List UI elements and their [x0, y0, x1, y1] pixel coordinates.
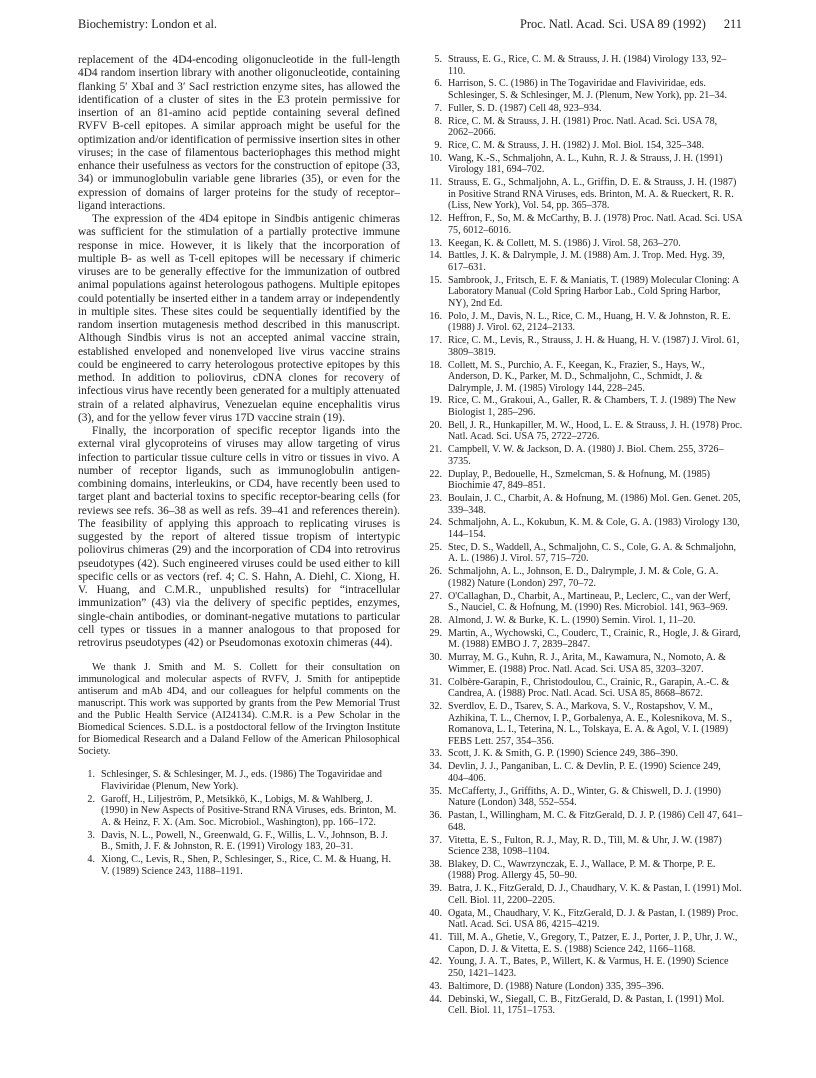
reference-text: Young, J. A. T., Bates, P., Willert, K. & Varmus, H. E. (1990) Science 250, 1421–1423. — [448, 956, 729, 979]
reference-number: 33. — [429, 748, 442, 760]
reference-item — [425, 701, 743, 747]
reference-item — [425, 311, 743, 334]
reference-number: 15. — [429, 274, 442, 286]
reference-number: 13. — [429, 237, 442, 249]
reference-text: Sambrook, J., Fritsch, E. F. & Maniatis, T. (1989) Molecular Cloning: A Laboratory Manual (Cold Spring Harbor Lab., Cold Spring Harbor, NY), 2nd Ed. — [448, 274, 739, 309]
reference-text: Scott, J. K. & Smith, G. P. (1990) Science 249, 386–390. — [448, 748, 678, 760]
reference-text: Debinski, W., Siegall, C. B., FitzGerald, D. & Pastan, I. (1991) Mol. Cell. Biol. 11, 1751–1753. — [448, 993, 725, 1017]
reference-number: 27. — [429, 590, 442, 602]
reference-item — [425, 652, 743, 675]
reference-number: 18. — [429, 359, 442, 371]
page-number: 211 — [723, 17, 742, 31]
reference-text: Rice, C. M. & Strauss, J. H. (1981) Proc. Natl. Acad. Sci. USA 78, 2062–2066. — [448, 115, 718, 139]
reference-text: Rice, C. M. & Strauss, J. H. (1982) J. Mol. Biol. 154, 325–348. — [448, 140, 704, 152]
reference-item — [425, 591, 743, 614]
reference-item — [425, 103, 743, 115]
reference-text: Devlin, J. J., Panganiban, L. C. & Devlin, P. E. (1990) Science 249, 404–406. — [448, 761, 721, 784]
reference-text: Davis, N. L., Powell, N., Greenwald, G. F., Willis, L. V., Johnson, B. J. B., Smith, J. F. & Johnston, R. E. (1991) Virology 183, 20–31. — [101, 829, 388, 853]
reference-item — [425, 542, 743, 565]
reference-item — [425, 360, 743, 395]
reference-item — [78, 794, 400, 829]
reference-list — [425, 54, 743, 1017]
reference-item — [425, 981, 743, 993]
reference-text: McCafferty, J., Griffiths, A. D., Winter, G. & Chiswell, D. J. (1990) Nature (London) 348, 552–554. — [448, 785, 722, 809]
reference-text: Wang, K.-S., Schmaljohn, A. L., Kuhn, R. J. & Strauss, J. H. (1991) Virology 181, 694–702. — [448, 152, 723, 176]
reference-number: 39. — [429, 883, 442, 895]
reference-text: Rice, C. M., Levis, R., Strauss, J. H. & Huang, H. V. (1987) J. Virol. 61, 3809–3819. — [448, 335, 740, 358]
reference-number: 10. — [429, 152, 442, 164]
reference-item — [425, 761, 743, 784]
reference-text: Martin, A., Wychowski, C., Couderc, T., Crainic, R., Hogle, J. & Girard, M. (1988) EMBO J. 7, 2839–2847. — [448, 627, 741, 651]
reference-item — [425, 54, 743, 77]
reference-number: 36. — [429, 810, 442, 822]
reference-text: Vitetta, E. S., Fulton, R. J., May, R. D., Till, M. & Uhr, J. W. (1987) Science 238, 1098–1104. — [448, 834, 722, 858]
reference-number: 12. — [429, 213, 442, 225]
reference-item — [425, 335, 743, 358]
reference-item — [425, 677, 743, 700]
reference-number: 28. — [429, 614, 442, 626]
reference-text: Rice, C. M., Grakoui, A., Galler, R. & Chambers, T. J. (1989) The New Biologist 1, 285–296. — [448, 395, 737, 419]
reference-text: Heffron, F., So, M. & McCarthy, B. J. (1978) Proc. Natl. Acad. Sci. USA 75, 6012–6016. — [448, 213, 743, 236]
reference-list — [78, 769, 400, 877]
reference-number: 6. — [434, 78, 442, 90]
reference-item — [425, 493, 743, 516]
reference-text: Polo, J. M., Davis, N. L., Rice, C. M., Huang, H. V. & Johnston, R. E. (1988) J. Virol. 62, 2124–2133. — [448, 310, 731, 334]
reference-text: Campbell, V. W. & Jackson, D. A. (1980) J. Biol. Chem. 255, 3726–3735. — [448, 444, 724, 467]
reference-number: 31. — [429, 676, 442, 688]
reference-number: 23. — [429, 493, 442, 505]
reference-number: 5. — [434, 54, 442, 65]
reference-number: 3. — [87, 829, 95, 841]
reference-item — [425, 177, 743, 212]
reference-number: 38. — [429, 858, 442, 870]
reference-item — [425, 835, 743, 858]
reference-item — [78, 769, 400, 792]
body-paragraph: The expression of the 4D4 epitope in Sindbis antigenic chimeras was sufficient for the stimulation of a partially protective immune response in mice. However, it is likely that the incorporation of multiple B- as well as T-cell epitopes will be necessary if chimeric viruses are to be generally effective for the immunization of outbred animal populations against heterologous pathogens. Multiple epitopes could potentially be inserted either in a tandem array or independently in multiple sites. These sites could be sequentially identified by the random insertion mutagenesis method described in this manuscript. Although Sindbis virus is not an accepted animal vaccine strain, established enveloped and nonenveloped live virus vaccine strains could be engineered to carry heterologous protective epitopes by this method. In addition to poliovirus, cDNA clones for recovery of infectious virus have recently been generated for a multiply attenuated strain of a related alphavirus, Venezuelan equine encephalitis virus (3), and for the yellow fever virus 17D vaccine strain (19). — [78, 213, 400, 424]
reference-item — [425, 469, 743, 492]
reference-number: 1. — [87, 769, 95, 781]
reference-item — [425, 78, 743, 101]
reference-number: 25. — [429, 541, 442, 553]
reference-text: Battles, J. K. & Dalrymple, J. M. (1988) Am. J. Trop. Med. Hyg. 39, 617–631. — [448, 250, 725, 273]
running-header — [78, 17, 742, 35]
reference-item — [425, 786, 743, 809]
body-paragraph: Finally, the incorporation of specific receptor ligands into the external viral glycoproteins of viruses may allow targeting of virus infection to particular tissue culture cells in vitro or tissues in vivo. A number of receptor ligands, such as immunoglobulin antigen-combining domains, interleukins, or CD4, have recently been used to target plant and bacterial toxins to specific receptor-bearing cells (for reviews see refs. 36–38 as well as refs. 39–41 and references therein). The feasibility of applying this approach to replicating viruses is suggested by the report of altered tissue tropism of intertypic poliovirus chimeras (29) and the incorporation of CD4 into retrovirus pseudotypes (42). Such engineered viruses could be used either to kill specific cells or as vectors (ref. 4; C. S. Hahn, A. Diehl, C. Xiong, H. V. Huang, and C.M.R., unpublished results) for “intracellular immunization” (43) via the delivery of specific peptides, enzymes, single-chain antibodies, or dominant-negative mutations to particular cell types or tissues in a manner analogous to that proposed for retrovirus pseudotypes (42) or Pseudomonas exotoxin chimeras (44). — [78, 425, 400, 649]
reference-number: 42. — [429, 956, 442, 968]
reference-text: O'Callaghan, D., Charbit, A., Martineau, P., Leclerc, C., van der Werf, S., Nauciel, C. & Hofnung, M. (1990) Res. Microbiol. 141, 963–969. — [448, 590, 731, 614]
reference-text: Harrison, S. C. (1986) in The Togaviridae and Flaviviridae, eds. Schlesinger, S. & Schlesinger, M. J. (Plenum, New York), pp. 21–34. — [448, 78, 728, 101]
reference-number: 44. — [429, 993, 442, 1005]
header-right — [520, 17, 742, 32]
left-column — [78, 54, 400, 878]
reference-item — [425, 748, 743, 760]
reference-number: 32. — [429, 701, 442, 712]
reference-item — [425, 116, 743, 139]
reference-item — [425, 615, 743, 627]
reference-item — [425, 395, 743, 418]
reference-number: 26. — [429, 566, 442, 578]
reference-text: Pastan, I., Willingham, M. C. & FitzGerald, D. J. P. (1986) Cell 47, 641–648. — [448, 810, 743, 833]
reference-item — [425, 140, 743, 152]
reference-number: 8. — [434, 115, 442, 127]
reference-text: Batra, J. K., FitzGerald, D. J., Chaudhary, V. K. & Pastan, I. (1991) Mol. Cell. Biol. 11, 2200–2205. — [448, 883, 742, 906]
reference-item — [425, 213, 743, 236]
reference-text: Schmaljohn, A. L., Johnson, E. D., Dalrymple, J. M. & Cole, G. A. (1982) Nature (London) 297, 70–72. — [448, 566, 719, 589]
reference-number: 24. — [429, 517, 442, 529]
reference-item — [425, 444, 743, 467]
reference-item — [425, 883, 743, 906]
reference-number: 4. — [87, 853, 95, 865]
header-author: Biochemistry: London et al. — [78, 17, 218, 31]
reference-text: Strauss, E. G., Schmaljohn, A. L., Griffin, D. E. & Strauss, J. H. (1987) in Positive Strand RNA Viruses, eds. Brinton, M. A. & Rueckert, R. R. (Liss, New York), Vol. 54, pp. 365–378. — [448, 177, 737, 212]
reference-number: 7. — [434, 102, 442, 114]
reference-item — [425, 908, 743, 931]
reference-number: 34. — [429, 761, 442, 773]
reference-text: Blakey, D. C., Wawrzynczak, E. J., Wallace, P. M. & Thorpe, P. E. (1988) Prog. Allergy 45, 50–90. — [448, 858, 716, 882]
reference-text: Ogata, M., Chaudhary, V. K., FitzGerald, D. J. & Pastan, I. (1989) Proc. Natl. Acad. Sci. USA 86, 4215–4219. — [448, 907, 739, 931]
reference-text: Stec, D. S., Waddell, A., Schmaljohn, C. S., Cole, G. A. & Schmaljohn, A. L. (1986) J. Virol. 57, 715–720. — [448, 541, 737, 565]
reference-number: 43. — [429, 980, 442, 992]
reference-text: Schmaljohn, A. L., Kokubun, K. M. & Cole, G. A. (1983) Virology 130, 144–154. — [448, 517, 740, 540]
reference-number: 19. — [429, 395, 442, 407]
reference-text: Collett, M. S., Purchio, A. F., Keegan, K., Frazier, S., Hays, W., Anderson, D. K., Parker, M. D., Schmaljohn, C., Schmidt, J. & Dalrymple, J. M. (1985) Virology 144, 228–245. — [448, 359, 705, 394]
reference-number: 9. — [434, 140, 442, 152]
reference-number: 30. — [429, 652, 442, 664]
reference-text: Till, M. A., Ghetie, V., Gregory, T., Patzer, E. J., Porter, J. P., Uhr, J. W., Capon, D. J. & Vitetta, E. S. (1988) Science 242, 1166–1168. — [448, 932, 738, 955]
reference-item — [425, 810, 743, 833]
acknowledgment: We thank J. Smith and M. S. Collett for their consultation on immunological and molecular aspects of RVFV, J. Smith for antipeptide antiserum and mAb 4D4, and our colleagues for helpful comments on the manuscript. This work was supported by grants from the Pew Memorial Trust and the Public Health Service (AI24134). C.M.R. is a Pew Scholar in the Biomedical Sciences. S.D.L. is a postdoctoral fellow of the Irvington Institute for Biomedical Research and a Daland Fellow of the American Philosophical Society. — [78, 662, 400, 758]
reference-number: 16. — [429, 310, 442, 322]
reference-text: Almond, J. W. & Burke, K. L. (1990) Semin. Virol. 1, 11–20. — [448, 614, 696, 626]
reference-item — [425, 250, 743, 273]
reference-item — [425, 275, 743, 310]
reference-item — [425, 994, 743, 1017]
reference-text: Duplay, P., Bedouelle, H., Szmelcman, S. & Hofnung, M. (1985) Biochimie 47, 849–851. — [448, 468, 711, 492]
reference-text: Colbère-Garapin, F., Christodoulou, C., Crainic, R., Garapin, A.-C. & Candrea, A. (1988) Proc. Natl. Acad. Sci. USA 85, 8668–8672. — [448, 676, 730, 700]
body-paragraph: replacement of the 4D4-encoding oligonucleotide in the full-length 4D4 random insertion library with another oligonucleotide, containing flanking 5′ XbaI and 3′ SacI restriction enzyme sites, has allowed the identification of a cluster of sites in the E3 protein permissive for insertion of an 81-amino acid peptide containing several defined RVFV B-cell epitopes. A similar approach might be useful for the optimization and/or identification of permissive insertion sites in other viruses; in the case of filamentous bacteriophages this method might enhance their usefulness as vectors for the construction of epitope (33, 34) or immunoglobulin variable gene libraries (35), or even for the expression of domains of larger proteins for the study of receptor–ligand interactions. — [78, 54, 400, 212]
reference-number: 22. — [429, 468, 442, 480]
reference-text: Keegan, K. & Collett, M. S. (1986) J. Virol. 58, 263–270. — [448, 237, 681, 249]
reference-item — [425, 566, 743, 589]
reference-text: Murray, M. G., Kuhn, R. J., Arita, M., Kawamura, N., Nomoto, A. & Wimmer, E. (1988) Proc. Natl. Acad. Sci. USA 85, 3203–3207. — [448, 652, 727, 675]
reference-text: Sverdlov, E. D., Tsarev, S. A., Markova, S. V., Rostapshov, V. M., Azhikina, T. L., Chernov, I. P., Gorbalenya, A. E., Kolesnikova, M. S., Romanova, L. I., Teterina, N. L., Tolskaya, E. A. & Agol, V. I. (1989) FEBS Lett. 257, 354–356. — [448, 701, 733, 747]
reference-text: Xiong, C., Levis, R., Shen, P., Schlesinger, S., Rice, C. M. & Huang, H. V. (1989) Science 243, 1188–1191. — [101, 853, 392, 877]
reference-number: 20. — [429, 419, 442, 431]
reference-number: 14. — [429, 250, 442, 262]
reference-number: 35. — [429, 785, 442, 797]
reference-item — [425, 517, 743, 540]
reference-item — [425, 238, 743, 250]
right-column — [425, 54, 743, 1018]
reference-item — [78, 830, 400, 853]
reference-number: 2. — [87, 793, 95, 805]
reference-text: Baltimore, D. (1988) Nature (London) 335, 395–396. — [448, 980, 664, 992]
reference-item — [425, 153, 743, 176]
reference-item — [425, 956, 743, 979]
reference-number: 40. — [429, 907, 442, 919]
reference-text: Fuller, S. D. (1987) Cell 48, 923–934. — [448, 102, 602, 114]
reference-text: Boulain, J. C., Charbit, A. & Hofnung, M. (1986) Mol. Gen. Genet. 205, 339–348. — [448, 493, 741, 516]
header-journal: Proc. Natl. Acad. Sci. USA 89 (1992) — [520, 17, 706, 31]
reference-number: 11. — [429, 177, 442, 189]
reference-number: 17. — [429, 335, 442, 347]
reference-text: Schlesinger, S. & Schlesinger, M. J., eds. (1986) The Togaviridae and Flaviviridae (Plenum, New York). — [101, 769, 382, 792]
reference-number: 21. — [429, 444, 442, 456]
reference-number: 29. — [429, 627, 442, 639]
reference-item — [78, 854, 400, 877]
reference-number: 37. — [429, 834, 442, 846]
reference-text: Strauss, E. G., Rice, C. M. & Strauss, J. H. (1984) Virology 133, 92–110. — [448, 54, 727, 77]
reference-text: Bell, J. R., Hunkapiller, M. W., Hood, L. E. & Strauss, J. H. (1978) Proc. Natl. Acad. Sci. USA 75, 2722–2726. — [448, 419, 743, 443]
reference-text: Garoff, H., Liljeström, P., Metsikkö, K., Lobigs, M. & Wahlberg, J. (1990) in New Aspects of Positive-Strand RNA Viruses, eds. Brinton, M. A. & Heinz, F. X. (Am. Soc. Microbiol., Washington), pp. 166–172. — [101, 793, 397, 828]
reference-item — [425, 932, 743, 955]
reference-item — [425, 628, 743, 651]
reference-number: 41. — [429, 932, 442, 944]
reference-item — [425, 420, 743, 443]
reference-item — [425, 859, 743, 882]
